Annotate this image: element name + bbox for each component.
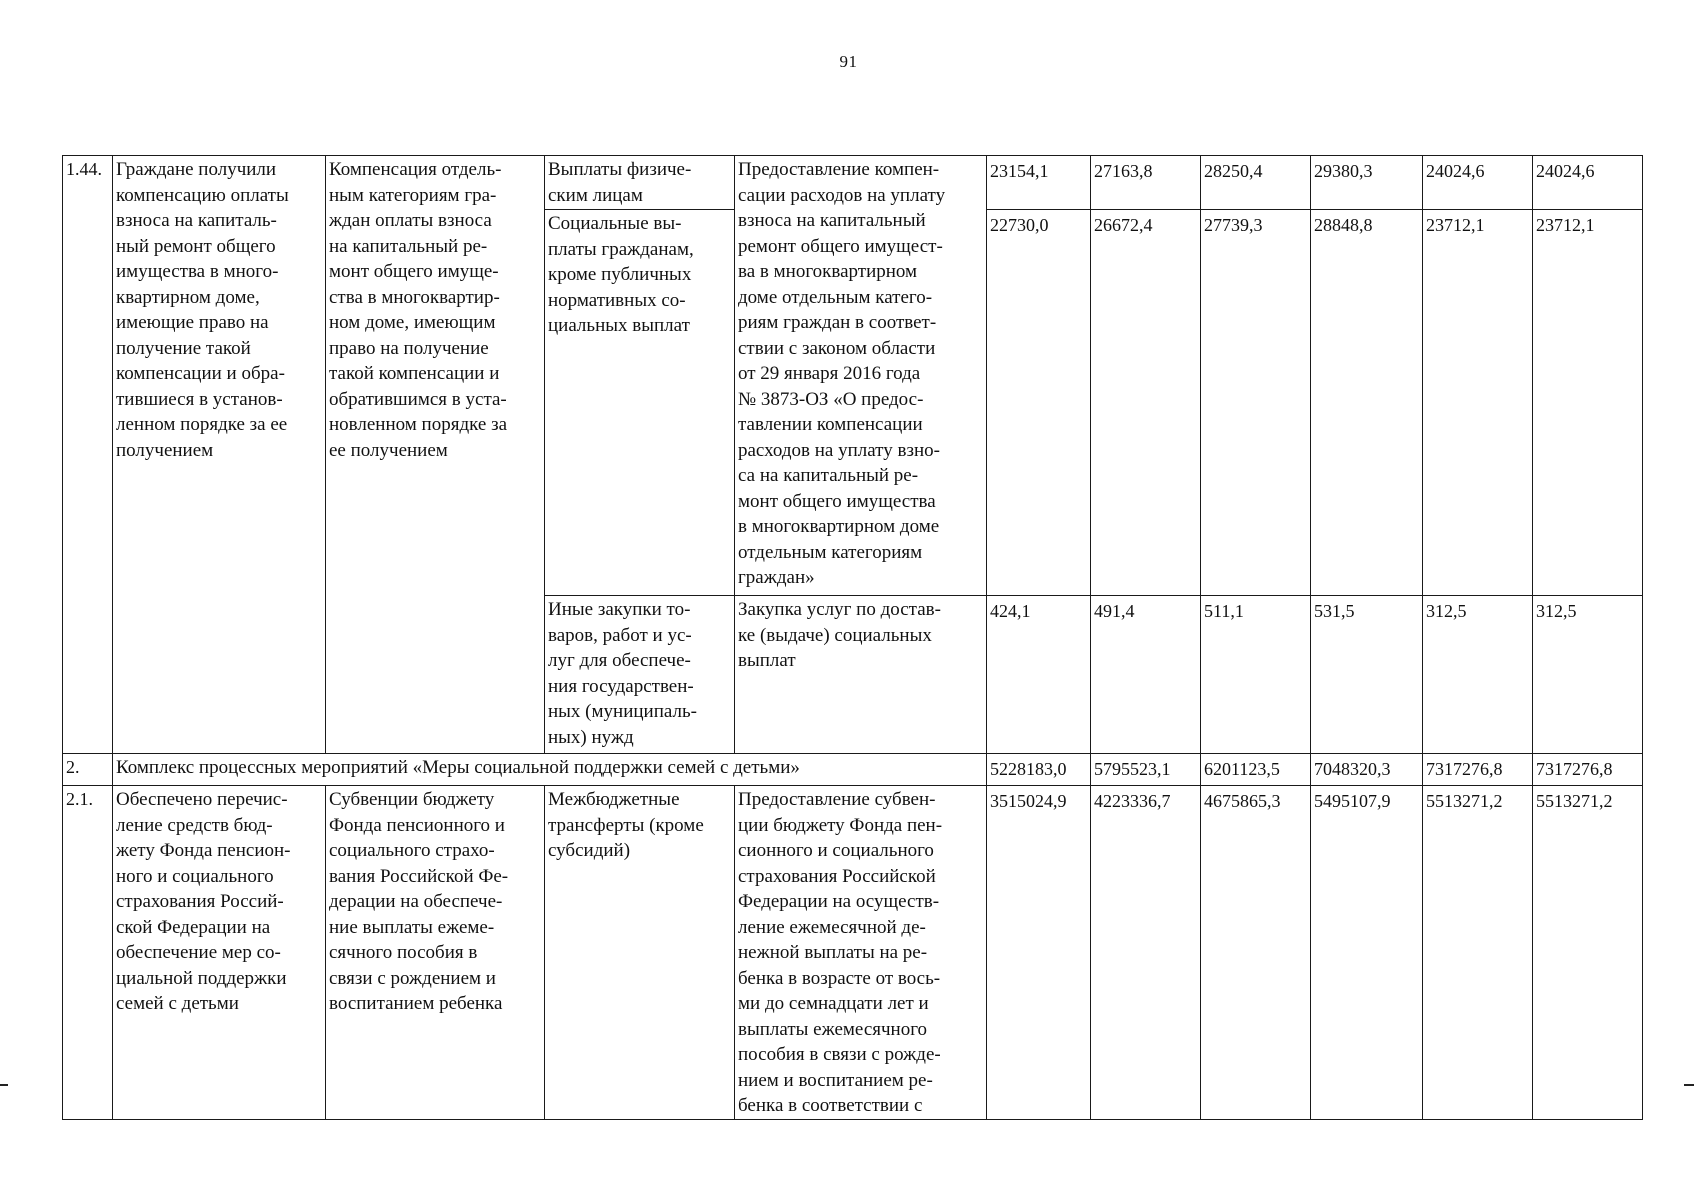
measure-cell: Компенсация отдель- ным категориям гра- ждан оплаты взноса на капитальный ре- монт общего имуще- ства в многоквартир- ном доме, имеющим право на получение такой компенсации и обратившимся в уста- новленном порядке за ее получением [326, 156, 545, 754]
expense-type-cell: Иные закупки то- варов, работ и ус- луг для обеспече- ния государствен- ных (муниципаль- ных) нужд [545, 596, 735, 754]
value-cell: 5513271,2 [1423, 786, 1533, 1120]
page-number: 91 [839, 52, 858, 71]
value-cell: 531,5 [1311, 596, 1423, 754]
result-cell: Граждане получили компенсацию оплаты взноса на капиталь- ный ремонт общего имущества в много- квартирном доме, имеющие право на получение такой компенсации и обра- тившиеся в установ- ленном порядке за ее получением [113, 156, 326, 754]
description-cell: Предоставление компен- сации расходов на уплату взноса на капитальный ремонт общего имущест- ва в многоквартирном доме отдельным катего- риям граждан в соответ- ствии с законом области от 29 января 2016 года № 3873-ОЗ «О предос- тавлении компенсации расходов на уплату взно- са на капитальный ре- монт общего имущества в многоквартирном доме отдельным категориям граждан» [735, 156, 987, 596]
row-number: 2.1. [63, 786, 113, 1120]
budget-table [62, 155, 1643, 1120]
value-cell: 4223336,7 [1091, 786, 1201, 1120]
value-cell: 3515024,9 [987, 786, 1091, 1120]
value-cell: 28250,4 [1201, 156, 1311, 210]
table-row-section-2 [63, 754, 1643, 786]
value-cell: 5495107,9 [1311, 786, 1423, 1120]
row-number: 2. [63, 754, 113, 786]
value-cell: 5513271,2 [1533, 786, 1643, 1120]
value-cell: 27739,3 [1201, 210, 1311, 596]
expense-type-cell: Выплаты физиче- ским лицам [545, 156, 735, 210]
value-cell: 5228183,0 [987, 754, 1091, 786]
result-cell: Обеспечено перечис- ление средств бюд- жету Фонда пенсион- ного и социального страхования Россий- ской Федерации на обеспечение мер со- циальной поддержки семей с детьми [113, 786, 326, 1120]
table-row-1-44-payments [63, 156, 1643, 210]
value-cell: 29380,3 [1311, 156, 1423, 210]
value-cell: 491,4 [1091, 596, 1201, 754]
scan-edge-mark-left [0, 1084, 8, 1086]
value-cell: 7317276,8 [1533, 754, 1643, 786]
value-cell: 23712,1 [1423, 210, 1533, 596]
value-cell: 23154,1 [987, 156, 1091, 210]
value-cell: 7048320,3 [1311, 754, 1423, 786]
scan-edge-mark-right [1684, 1084, 1694, 1086]
measure-cell: Субвенции бюджету Фонда пенсионного и социального страхо- вания Российской Фе- дерации на обеспече- ние выплаты ежеме- сячного пособия в связи с рождением и воспитанием ребенка [326, 786, 545, 1120]
value-cell: 24024,6 [1423, 156, 1533, 210]
value-cell: 27163,8 [1091, 156, 1201, 210]
value-cell: 312,5 [1533, 596, 1643, 754]
row-number: 1.44. [63, 156, 113, 754]
description-cell: Предоставление субвен- ции бюджету Фонда пен- сионного и социального страхования Российской Федерации на осуществ- ление ежемесячной де- нежной выплаты на ре- бенка в возрасте от вось- ми до семнадцати лет и выплаты ежемесячного пособия в связи с рожде- нием и воспитанием ре- бенка в соответствии с [735, 786, 987, 1120]
table-row-2-1 [63, 786, 1643, 1120]
value-cell: 312,5 [1423, 596, 1533, 754]
value-cell: 22730,0 [987, 210, 1091, 596]
expense-type-cell: Социальные вы- платы гражданам, кроме публичных нормативных со- циальных выплат [545, 210, 735, 596]
value-cell: 424,1 [987, 596, 1091, 754]
section-title: Комплекс процессных мероприятий «Меры социальной поддержки семей с детьми» [113, 754, 987, 786]
value-cell: 7317276,8 [1423, 754, 1533, 786]
value-cell: 26672,4 [1091, 210, 1201, 596]
value-cell: 4675865,3 [1201, 786, 1311, 1120]
description-cell: Закупка услуг по достав- ке (выдаче) социальных выплат [735, 596, 987, 754]
value-cell: 511,1 [1201, 596, 1311, 754]
value-cell: 5795523,1 [1091, 754, 1201, 786]
value-cell: 28848,8 [1311, 210, 1423, 596]
value-cell: 6201123,5 [1201, 754, 1311, 786]
value-cell: 23712,1 [1533, 210, 1643, 596]
expense-type-cell: Межбюджетные трансферты (кроме субсидий) [545, 786, 735, 1120]
value-cell: 24024,6 [1533, 156, 1643, 210]
